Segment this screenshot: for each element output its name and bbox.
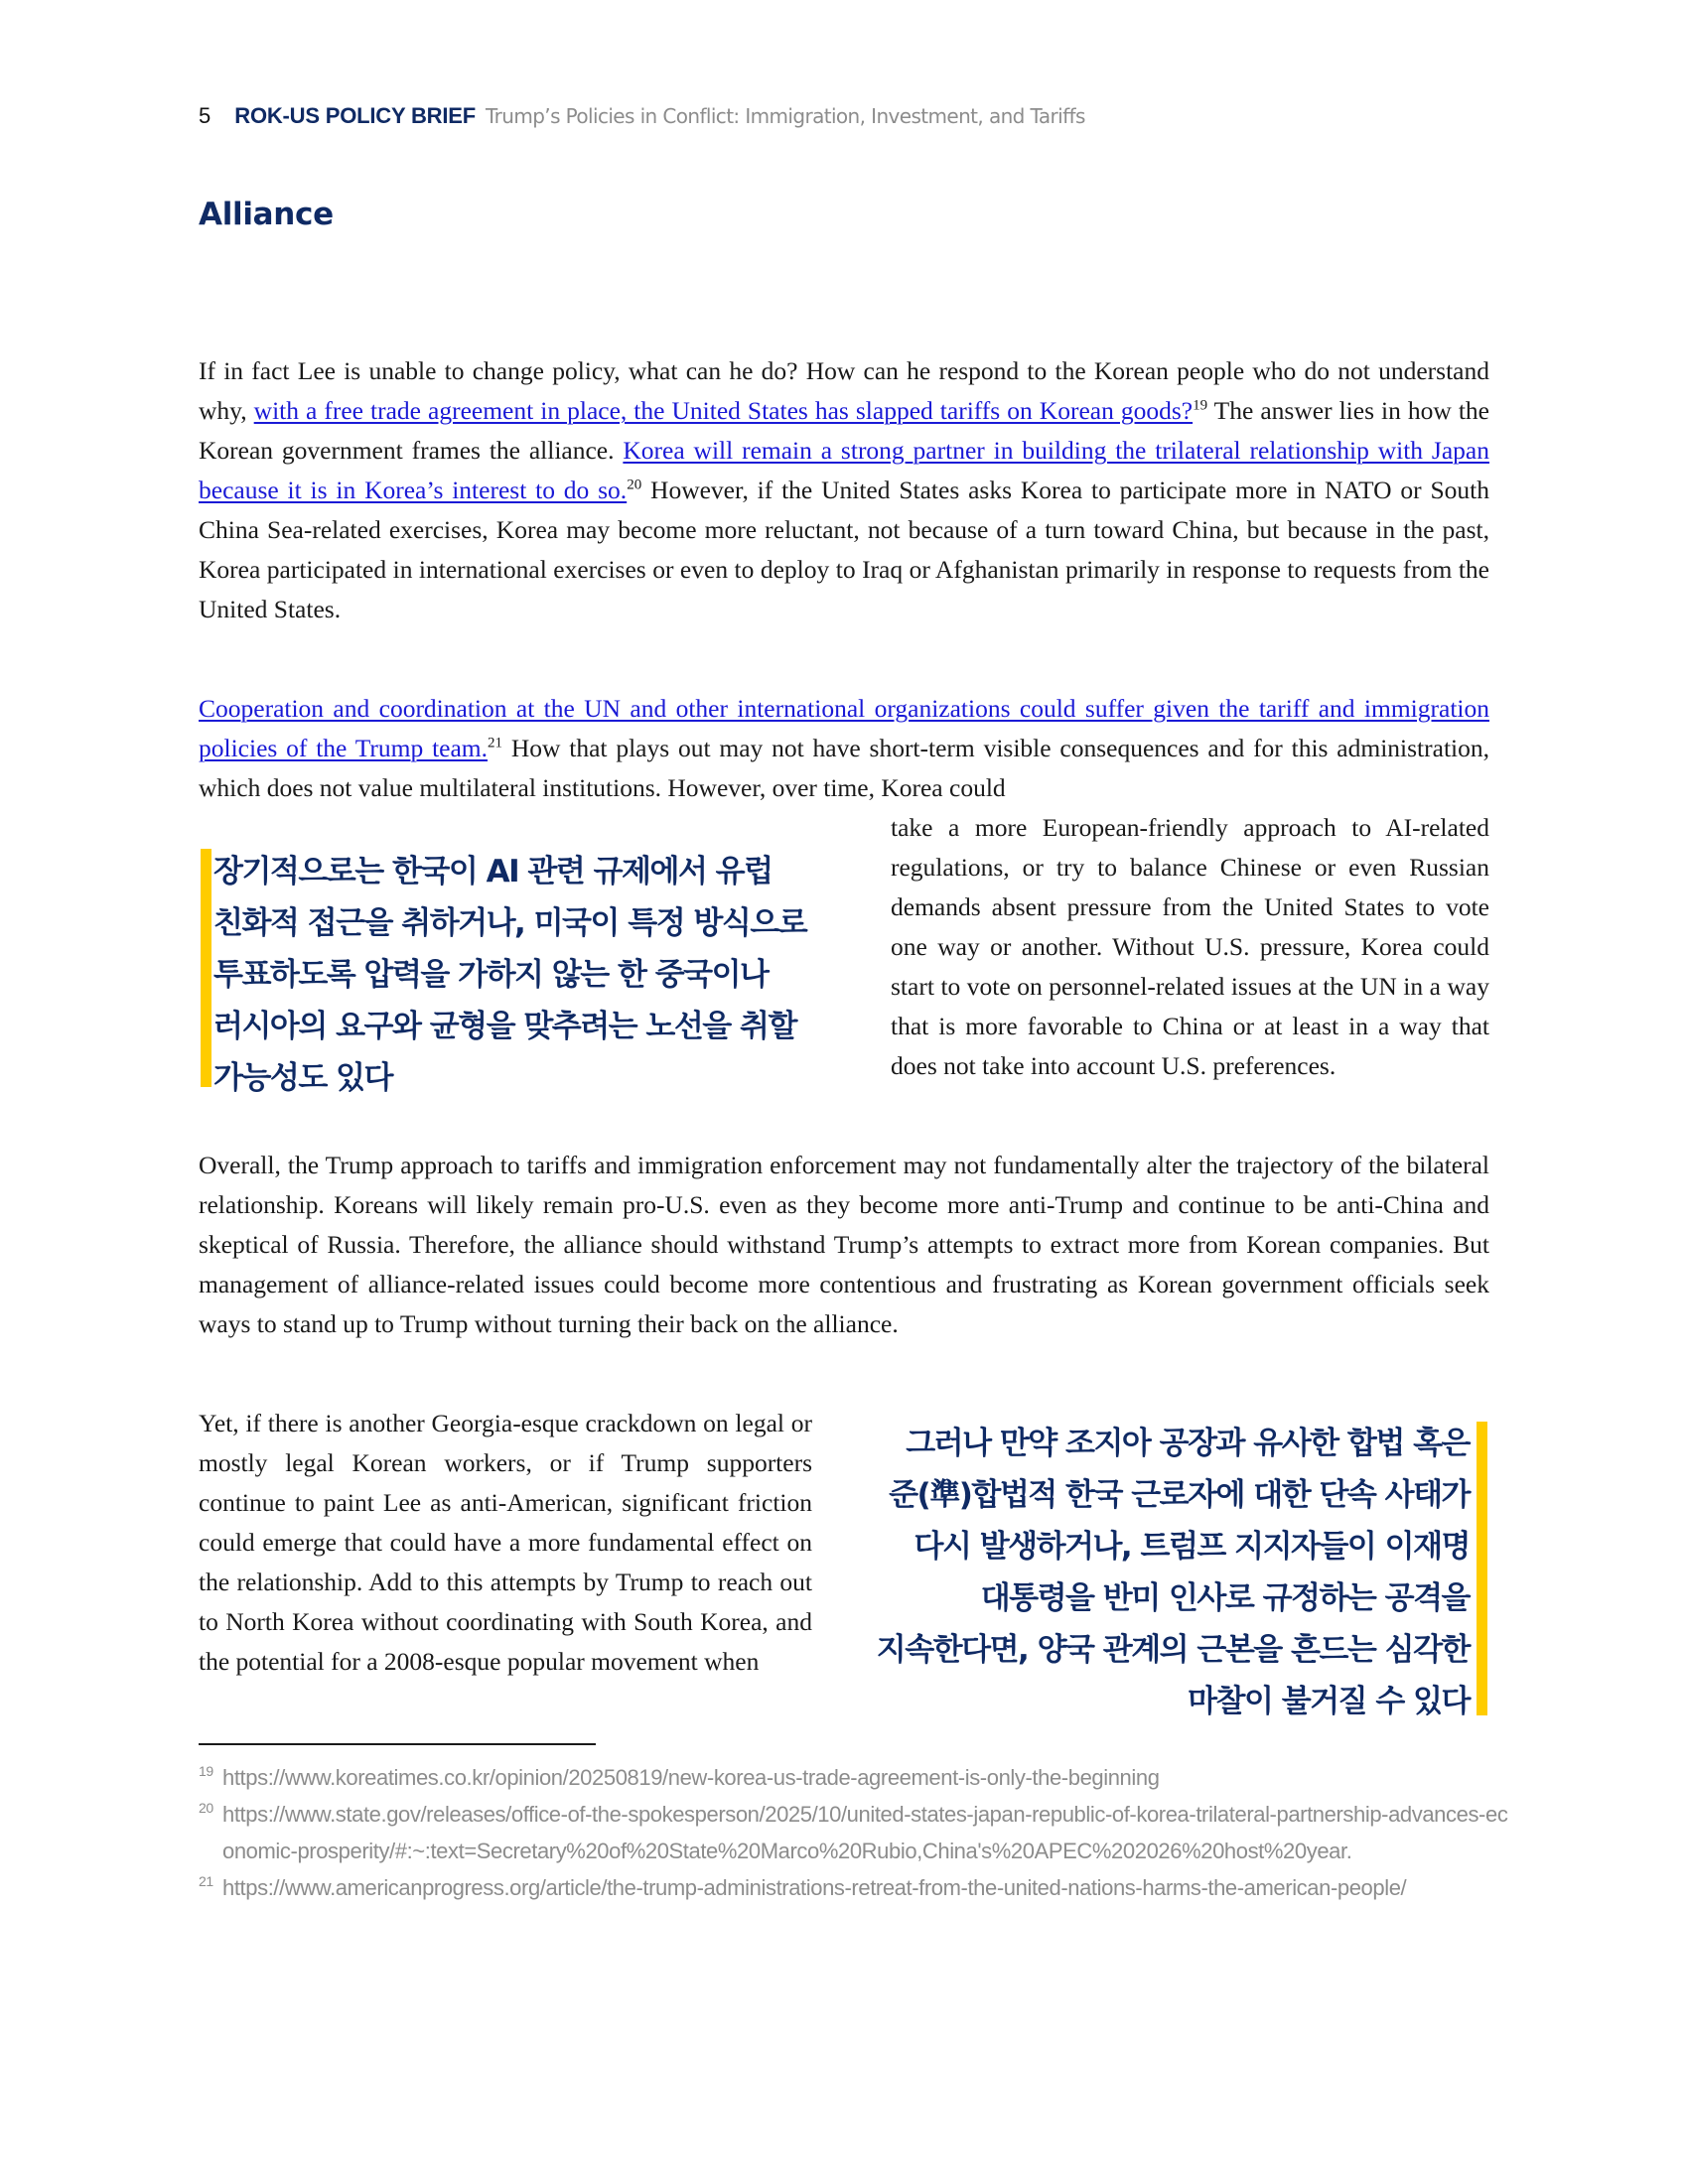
paragraph-3 [199,1146,1489,1344]
pull-quote-line: 친화적 접근을 취하거나, 미국이 특정 방식으로 [213,905,807,941]
paragraph-2 [199,689,1489,808]
pull-quote-line: 다시 발생하거나, 트럼프 지지자들이 이재명 [914,1529,1470,1565]
paragraph-2-continued [891,808,1489,1086]
brief-title: Trump’s Policies in Conflict: Immigration, Investment, and Tariffs [485,104,1085,128]
pull-quote-line: 마찰이 불거질 수 있다 [1188,1684,1470,1719]
footnote-divider [199,1743,596,1745]
pull-quote-right [864,1418,1470,1727]
footnote-number: 20 [199,1800,213,1816]
footnote-url[interactable]: https://www.koreatimes.co.kr/opinion/20250819/new-korea-us-trade-agreement-is-only-the-beginning [222,1765,1160,1790]
pull-quote-line: 준(準)합법적 한국 근로자에 대한 단속 사태가 [889,1477,1470,1513]
paragraph-text: How that plays out may not have short-term visible consequences and for this administration, which does not value multilateral institutions. However, over time, Korea could [199,734,1489,802]
footnote-19 [199,1759,1509,1796]
paragraph-text: If in fact Lee is unable to change policy, what can he do? How can he respond to the Korean people who do not understand why, [199,356,1489,425]
pull-quote-left [213,846,829,1104]
pull-quote-line: 투표하도록 압력을 가하지 않는 한 중국이나 [213,957,769,993]
pull-quote-line: 가능성도 있다 [213,1060,392,1096]
citation-link-trilateral-japan[interactable]: Korea will remain a strong partner in building the trilateral relationship with Japan because it is in Korea’s interest to do so. [199,436,1489,504]
paragraph-text: However, if the United States asks Korea to participate more in NATO or South China Sea-related exercises, Korea may become more reluctant, not because of a turn toward China, but because in the past, Korea participated in international exercises or even to deploy to Iraq or Afghanistan primarily in response to requests from the United States. [199,476,1489,623]
pull-quote-line: 대통령을 반미 인사로 규정하는 공격을 [980,1580,1470,1616]
paragraph-text: take a more European-friendly approach to AI-related regulations, or try to balance Chinese or even Russian demands absent pressure from the United States to vote one way or another. Without U.S. pressure, Korea could start to vote on personnel-related issues at the UN in a way that is more favorable to China or at least in a way that does not take into account U.S. preferences. [891,813,1489,1080]
running-header [199,103,1085,133]
paragraph-text: Overall, the Trump approach to tariffs and immigration enforcement may not fundamentally alter the trajectory of the bilateral relationship. Koreans will likely remain pro-U.S. even as they become more anti-Trump and continue to be anti-China and skeptical of Russia. Therefore, the alliance should withstand Trump’s attempts to extract more from Korean companies. But management of alliance-related issues could become more contentious and frustrating as Korean government officials seek ways to stand up to Trump without turning their back on the alliance. [199,1151,1489,1338]
footnote-20 [199,1796,1509,1869]
callout-accent-bar [201,849,211,1087]
footnote-ref-19[interactable]: 19 [1193,397,1208,414]
page-number: 5 [199,103,211,128]
pull-quote-line: 장기적으로는 한국이 AI 관련 규제에서 유럽 [213,854,773,889]
callout-accent-bar [1477,1422,1487,1715]
footnote-21 [199,1869,1509,1906]
pull-quote-line: 지속한다면, 양국 관계의 근본을 흔드는 심각한 [876,1632,1470,1668]
pull-quote-line: 그러나 만약 조지아 공장과 유사한 합법 혹은 [906,1426,1470,1461]
pull-quote-line: 러시아의 요구와 균형을 맞추려는 노선을 취할 [213,1009,796,1044]
paragraph-1 [199,351,1489,629]
footnote-number: 19 [199,1763,213,1779]
brief-name: ROK-US POLICY BRIEF [234,103,476,128]
citation-link-fta-tariffs[interactable]: with a free trade agreement in place, the United States has slapped tariffs on Korean goods? [253,396,1194,425]
paragraph-4 [199,1404,812,1682]
footnote-ref-20[interactable]: 20 [627,477,642,493]
footnote-url[interactable]: https://www.state.gov/releases/office-of-the-spokesperson/2025/10/united-states-japan-republic-of-korea-trilateral-partnership-advances-economic-prosperity/#:~:text=Secretary%20of%20State%20Marco%20Rubio,China's%20APEC%202026%20host%20year. [222,1802,1508,1863]
section-heading: Alliance [199,197,334,232]
footnote-url[interactable]: https://www.americanprogress.org/article/the-trump-administrations-retreat-from-the-united-nations-harms-the-american-people/ [222,1875,1407,1900]
footnotes [199,1759,1509,1906]
footnote-ref-21[interactable]: 21 [488,735,503,751]
paragraph-text: Yet, if there is another Georgia-esque crackdown on legal or mostly legal Korean workers, or if Trump supporters continue to paint Lee as anti-American, significant friction could emerge that could have a more fundamental effect on the relationship. Add to this attempts by Trump to reach out to North Korea without coordinating with South Korea, and the potential for a 2008-esque popular movement when [199,1409,812,1676]
citation-link-un-cooperation[interactable]: Cooperation and coordination at the UN and other international organizations could suffer given the tariff and immigration policies of the Trump team. [199,694,1489,762]
paragraph-text: The answer lies in how the Korean government frames the alliance. [199,396,1490,465]
footnote-number: 21 [199,1873,213,1889]
